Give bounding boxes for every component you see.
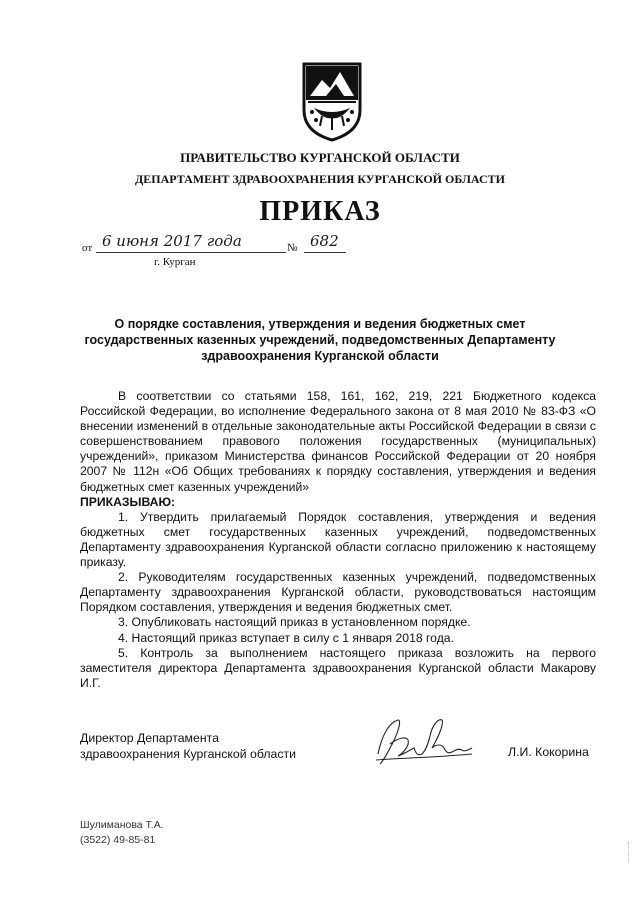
city-label: г. Курган — [154, 256, 196, 268]
executor-info — [80, 818, 164, 848]
coat-of-arms-emblem — [300, 60, 364, 142]
date-field — [96, 234, 286, 253]
date-from-label: от — [82, 242, 93, 254]
handwritten-date: 6 июня 2017 года — [102, 232, 242, 250]
government-title: ПРАВИТЕЛЬСТВО КУРГАНСКОЙ ОБЛАСТИ — [180, 150, 460, 165]
document-type-title: ПРИКАЗ — [259, 196, 381, 227]
order-item-2: 2. Руководителям государственных казенных учреждений, подведомственных Департаменту здравоохранения Курганской области, руководствоваться настоящим Порядком составления, утверждения и ведения бюджетных смет. — [80, 570, 596, 615]
position-line-2: здравоохранения Курганской области — [80, 747, 296, 761]
preamble-paragraph: В соответствии со статьями 158, 161, 162, 219, 221 Бюджетного кодекса Российской Федерации, во исполнение Федерального закона от 8 мая 2010 № 83-ФЗ «О внесении изменений в отдельные законодательные акты Российской Федерации в связи с совершенствованием правового положения государственных (муниципальных) учреждений», приказом Министерства финансов Российской Федерации от 20 ноября 2007 № 112н «Об Общих требованиях к порядку составления, утверждения и ведения бюджетных смет казенных учреждений» — [80, 389, 596, 494]
order-subject: О порядке составления, утверждения и ведения бюджетных смет государственных казенных учреждений, подведомственных Департаменту здравоохранения Курганской области — [84, 317, 556, 363]
scan-artifact-divider — [628, 842, 631, 862]
executor-name: Шулиманова Т.А. — [80, 819, 164, 831]
order-item-1: 1. Утвердить прилагаемый Порядок составления, утверждения и ведения бюджетных смет государственных казенных учреждений, подведомственных Департаменту здравоохранения Курганской области согласно приложению к настоящему приказу. — [80, 509, 596, 570]
order-item-5: 5. Контроль за выполнением настоящего приказа возложить на первого заместителя директора Департамента здравоохранения Курганской области Макарову И.Г. — [80, 645, 596, 690]
handwritten-signature — [368, 714, 476, 772]
position-line-1: Директор Департамента — [80, 731, 219, 745]
signatory-position — [80, 730, 296, 762]
signatory-name: Л.И. Кокорина — [508, 745, 589, 759]
handwritten-number: 682 — [310, 232, 339, 250]
executor-phone: (3522) 49-85-81 — [80, 834, 156, 846]
number-field — [304, 234, 346, 253]
department-title: ДЕПАРТАМЕНТ ЗДРАВООХРАНЕНИЯ КУРГАНСКОЙ ОБЛАСТИ — [135, 172, 505, 186]
order-word: ПРИКАЗЫВАЮ: — [80, 494, 176, 509]
order-body — [80, 389, 596, 691]
order-item-3: 3. Опубликовать настоящий приказ в установленном порядке. — [118, 615, 471, 630]
order-item-4: 4. Настоящий приказ вступает в силу с 1 января 2018 года. — [118, 630, 454, 645]
number-label: № — [287, 242, 298, 254]
